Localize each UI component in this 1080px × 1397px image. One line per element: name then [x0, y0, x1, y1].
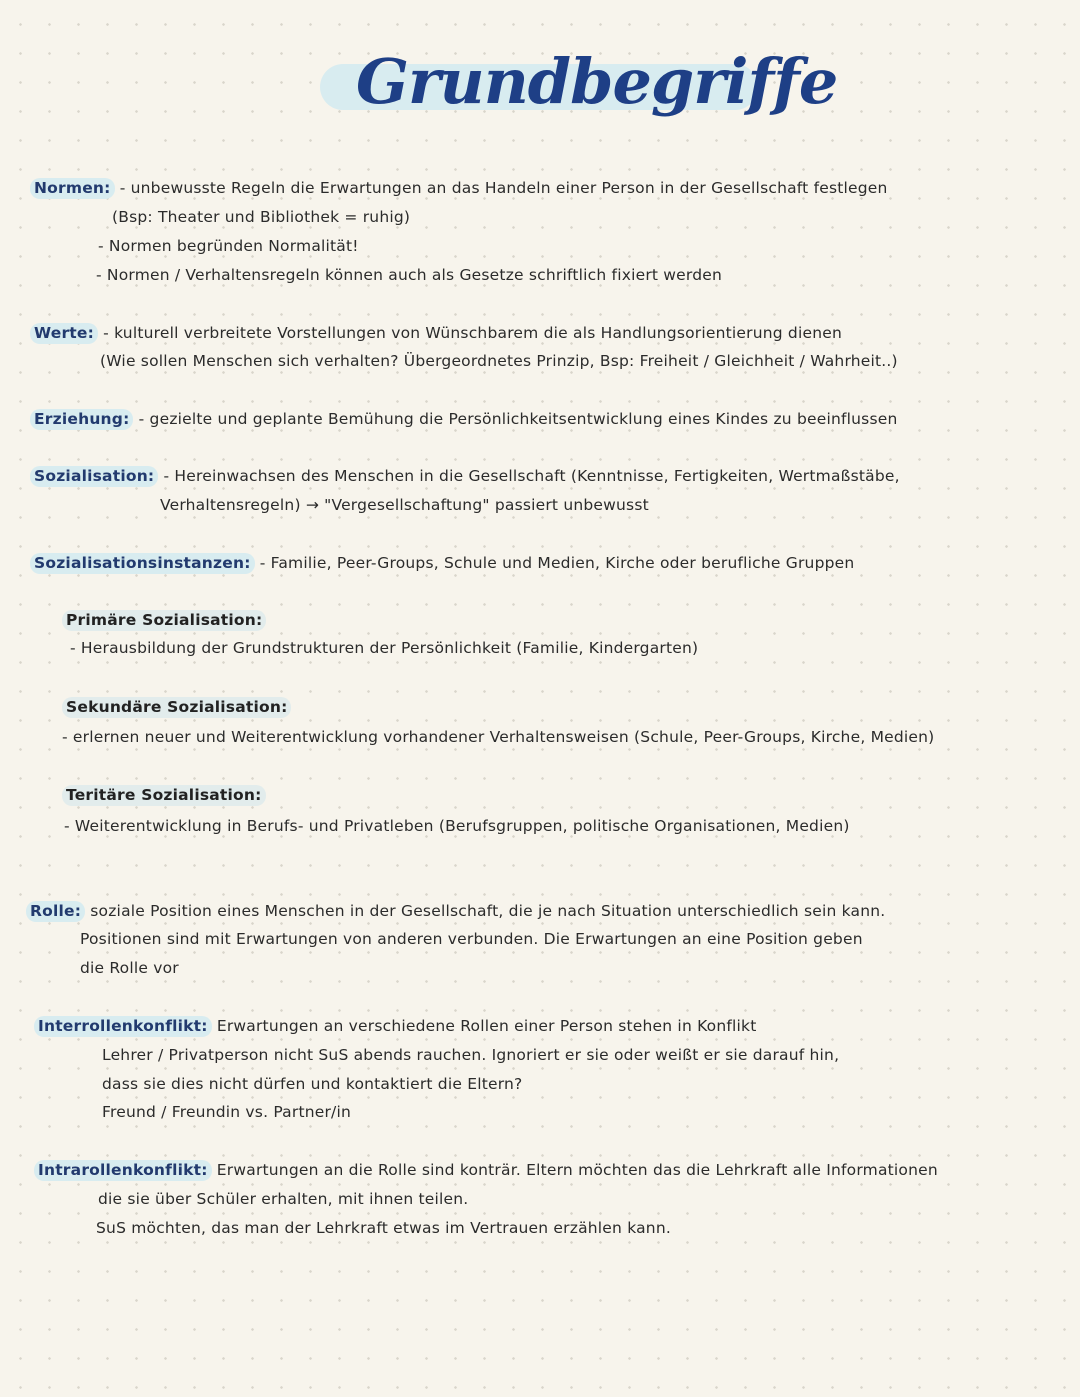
werte-line-2: (Wie sollen Menschen sich verhalten? Übergeordnetes Prinzip, Bsp: Freiheit / Gleichheit / Wahrheit..) — [100, 352, 898, 370]
intra-line-1 — [34, 1159, 938, 1181]
tertiaer-line-1: - Weiterentwicklung in Berufs- und Privatleben (Berufsgruppen, politische Organisationen, Medien) — [64, 817, 850, 835]
erziehung-line-1 — [30, 408, 897, 430]
rolle-term: Rolle: — [26, 901, 85, 922]
normen-line-2: (Bsp: Theater und Bibliothek = ruhig) — [112, 208, 411, 226]
instanzen-line-1 — [30, 552, 854, 574]
primaer-line-1: - Herausbildung der Grundstrukturen der Persönlichkeit (Familie, Kindergarten) — [70, 639, 699, 657]
sozialisation-line-1 — [30, 465, 900, 487]
inter-term: Interrollenkonflikt: — [34, 1016, 212, 1037]
rolle-text-1: soziale Position eines Menschen in der Gesellschaft, die je nach Situation unterschiedlich sein kann. — [90, 902, 886, 920]
werte-line-1 — [30, 322, 842, 344]
rolle-line-2: Positionen sind mit Erwartungen von anderen verbunden. Die Erwartungen an eine Position geben — [80, 930, 863, 948]
inter-line-1 — [34, 1015, 757, 1037]
sekundaer-term: Sekundäre Sozialisation: — [62, 697, 291, 718]
sozialisation-line-2: Verhaltensregeln) → "Vergesellschaftung" passiert unbewusst — [160, 496, 649, 514]
title-block — [320, 38, 838, 128]
rolle-line-1 — [26, 900, 885, 922]
normen-text-1: - unbewusste Regeln die Erwartungen an das Handeln einer Person in der Gesellschaft festlegen — [119, 179, 888, 197]
normen-line-3: - Normen begründen Normalität! — [98, 237, 359, 255]
primaer-term: Primäre Sozialisation: — [62, 610, 266, 631]
erziehung-term: Erziehung: — [30, 409, 133, 430]
inter-line-3: dass sie dies nicht dürfen und kontaktiert die Eltern? — [102, 1075, 523, 1093]
tertiaer-term: Teritäre Sozialisation: — [62, 785, 266, 806]
page-title: Grundbegriffe — [356, 45, 838, 118]
normen-line-1 — [30, 177, 888, 199]
inter-line-2: Lehrer / Privatperson nicht SuS abends rauchen. Ignoriert er sie oder weißt er sie darauf hin, — [102, 1046, 840, 1064]
erziehung-text-1: - gezielte und geplante Bemühung die Persönlichkeitsentwicklung eines Kindes zu beeinflussen — [138, 410, 898, 428]
inter-text-1: Erwartungen an verschiedene Rollen einer Person stehen in Konflikt — [216, 1017, 757, 1035]
tertiaer-heading — [62, 784, 266, 806]
instanzen-text-1: - Familie, Peer-Groups, Schule und Medien, Kirche oder berufliche Gruppen — [259, 554, 855, 572]
instanzen-term: Sozialisationsinstanzen: — [30, 553, 255, 574]
rolle-line-3: die Rolle vor — [80, 959, 179, 977]
sozialisation-term: Sozialisation: — [30, 466, 158, 487]
sekundaer-heading — [62, 696, 291, 718]
normen-line-4: - Normen / Verhaltensregeln können auch als Gesetze schriftlich fixiert werden — [96, 266, 723, 284]
intra-line-3: SuS möchten, das man der Lehrkraft etwas im Vertrauen erzählen kann. — [96, 1219, 671, 1237]
intra-text-1: Erwartungen an die Rolle sind konträr. Eltern möchten das die Lehrkraft alle Informationen — [216, 1161, 938, 1179]
sozialisation-text-1: - Hereinwachsen des Menschen in die Gesellschaft (Kenntnisse, Fertigkeiten, Wertmaßstäbe, — [163, 467, 900, 485]
primaer-heading — [62, 609, 266, 631]
normen-term: Normen: — [30, 178, 115, 199]
werte-text-1: - kulturell verbreitete Vorstellungen von Wünschbarem die als Handlungsorientierung dienen — [103, 324, 842, 342]
inter-line-4: Freund / Freundin vs. Partner/in — [102, 1103, 352, 1121]
sekundaer-line-1: - erlernen neuer und Weiterentwicklung vorhandener Verhaltensweisen (Schule, Peer-Groups, Kirche, Medien) — [62, 728, 935, 746]
intra-line-2: die sie über Schüler erhalten, mit ihnen teilen. — [98, 1190, 469, 1208]
intra-term: Intrarollenkonflikt: — [34, 1160, 212, 1181]
werte-term: Werte: — [30, 323, 98, 344]
